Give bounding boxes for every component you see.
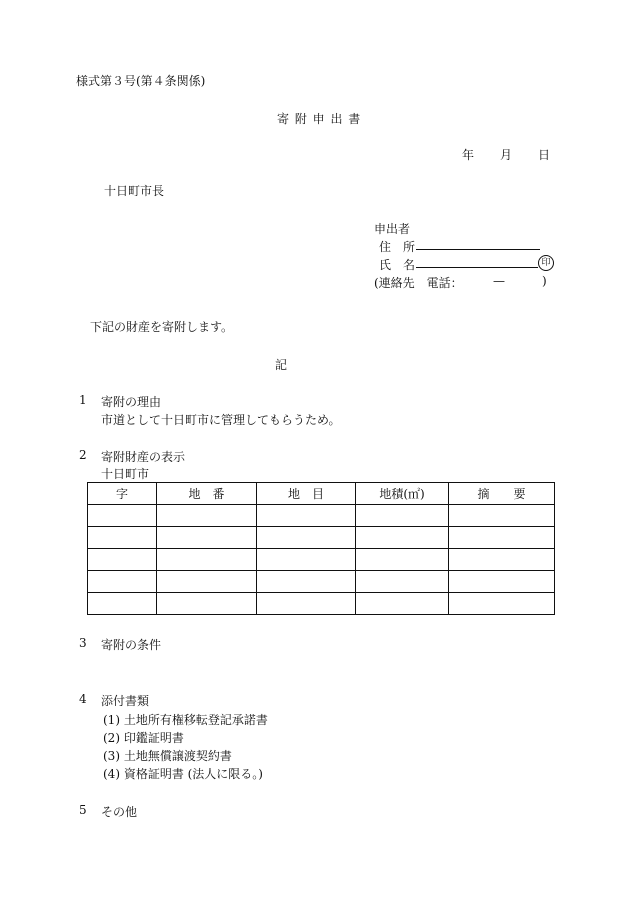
table-cell[interactable] bbox=[449, 549, 555, 571]
table-cell[interactable] bbox=[88, 505, 157, 527]
table-cell[interactable] bbox=[157, 527, 257, 549]
seal-mark: 印 bbox=[538, 255, 554, 271]
address-field[interactable] bbox=[416, 238, 540, 250]
header-chimoku: 地 目 bbox=[257, 483, 356, 505]
table-cell[interactable] bbox=[356, 571, 449, 593]
table-cell[interactable] bbox=[257, 527, 356, 549]
name-field[interactable] bbox=[416, 256, 538, 268]
contact-label: (連絡先 電話： bbox=[374, 276, 463, 290]
table-cell[interactable] bbox=[157, 571, 257, 593]
section-3-number: 3 bbox=[79, 636, 87, 650]
section-2-number: 2 bbox=[79, 448, 87, 462]
table-cell[interactable] bbox=[257, 571, 356, 593]
date-month: 月 bbox=[500, 148, 513, 162]
table-cell[interactable] bbox=[88, 549, 157, 571]
table-row bbox=[88, 549, 555, 571]
name-label: 氏 名 bbox=[379, 258, 416, 272]
table-cell[interactable] bbox=[356, 549, 449, 571]
header-remarks: 摘 要 bbox=[449, 483, 555, 505]
table-cell[interactable] bbox=[449, 505, 555, 527]
attachment-item: (2) 印鑑証明書 bbox=[103, 731, 184, 745]
attachment-item: (4) 資格証明書 (法人に限る。) bbox=[103, 767, 263, 781]
section-1-title: 寄附の理由 bbox=[101, 395, 162, 409]
ki-marker: 記 bbox=[275, 358, 288, 372]
table-cell[interactable] bbox=[88, 527, 157, 549]
table-cell[interactable] bbox=[257, 505, 356, 527]
section-1-number: 1 bbox=[79, 393, 87, 407]
section-3-title: 寄附の条件 bbox=[101, 638, 162, 652]
section-4-number: 4 bbox=[79, 692, 87, 706]
statement: 下記の財産を寄附します。 bbox=[90, 320, 234, 334]
header-chiban: 地 番 bbox=[157, 483, 257, 505]
section-5-number: 5 bbox=[79, 803, 87, 817]
document-title: 寄 附 申 出 書 bbox=[277, 112, 362, 126]
table-header-row bbox=[88, 483, 555, 505]
section-2-location: 十日町市 bbox=[101, 467, 150, 481]
addressee: 十日町市長 bbox=[104, 184, 165, 198]
table-cell[interactable] bbox=[88, 571, 157, 593]
table-cell[interactable] bbox=[356, 505, 449, 527]
header-area: 地積(㎡) bbox=[356, 483, 449, 505]
table-cell[interactable] bbox=[88, 593, 157, 615]
table-cell[interactable] bbox=[157, 505, 257, 527]
table-cell[interactable] bbox=[449, 593, 555, 615]
section-2-title: 寄附財産の表示 bbox=[101, 450, 186, 464]
table-cell[interactable] bbox=[257, 593, 356, 615]
table-cell[interactable] bbox=[257, 549, 356, 571]
header-aza: 字 bbox=[88, 483, 157, 505]
table-row bbox=[88, 593, 555, 615]
table-row bbox=[88, 505, 555, 527]
table-row bbox=[88, 527, 555, 549]
address-label: 住 所 bbox=[379, 240, 416, 254]
table-cell[interactable] bbox=[157, 549, 257, 571]
section-4-title: 添付書類 bbox=[101, 694, 150, 708]
table-cell[interactable] bbox=[449, 527, 555, 549]
section-5-title: その他 bbox=[101, 805, 138, 819]
form-number: 様式第３号(第４条関係) bbox=[76, 74, 206, 88]
contact-dash: — bbox=[493, 274, 505, 288]
date-day: 日 bbox=[538, 148, 551, 162]
applicant-heading: 申出者 bbox=[374, 222, 411, 236]
date-year: 年 bbox=[462, 148, 475, 162]
table-row bbox=[88, 571, 555, 593]
section-1-body: 市道として十日町市に管理してもらうため。 bbox=[101, 413, 341, 427]
table-cell[interactable] bbox=[356, 593, 449, 615]
attachment-item: (3) 土地無償譲渡契約書 bbox=[103, 749, 232, 763]
table-cell[interactable] bbox=[356, 527, 449, 549]
table-cell[interactable] bbox=[449, 571, 555, 593]
attachment-item: (1) 土地所有権移転登記承諾書 bbox=[103, 713, 268, 727]
table-cell[interactable] bbox=[157, 593, 257, 615]
contact-close: ) bbox=[542, 274, 547, 288]
property-table bbox=[87, 482, 555, 615]
